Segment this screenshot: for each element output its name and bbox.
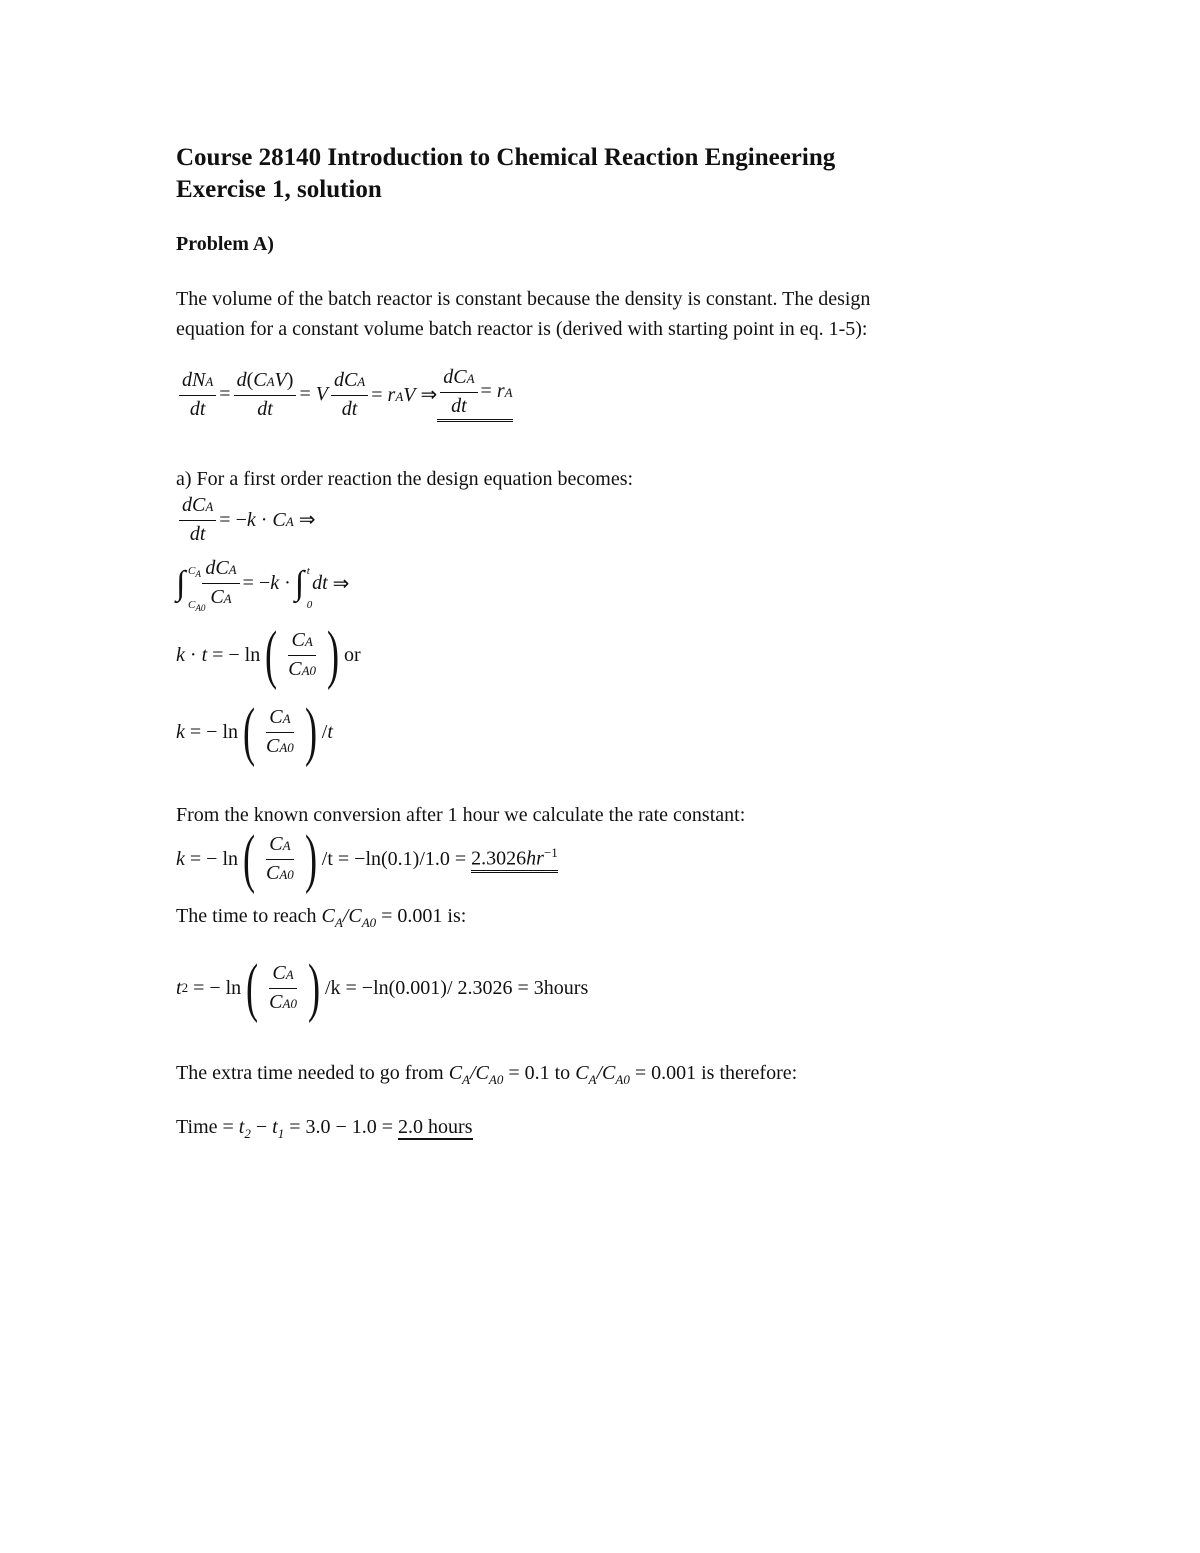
rate-result: $2.3026hr^{-1}$ xyxy=(471,845,558,874)
title-line-1: Course 28140 Introduction to Chemical Reaction Engineering xyxy=(176,144,836,171)
t2-expression: /k = −ln(0.001)/ 2.3026 = 3hours xyxy=(324,976,589,999)
time-result-line: Time = $t_2 - t_1 = 3.0 - 1.0 = 2.0$ hours xyxy=(176,1116,473,1141)
page-title xyxy=(176,142,835,206)
k-equation: k = − ln ( $\frac{CA}{CA0}$ ) /t xyxy=(176,695,333,768)
intro-line-2: equation for a constant volume batch reactor is (derived with starting point in eq. 1-5): xyxy=(176,318,868,340)
rate-constant-equation: k = − ln ( $\frac{CA}{CA0}$ ) /t = −ln(0.1)/1.0 = $2.3026hr^{-1}$ xyxy=(176,822,558,895)
rate-intro: From the known conversion after 1 hour we calculate the rate constant: xyxy=(176,804,746,826)
part-a-label: a) For a first order reaction the design equation becomes: xyxy=(176,468,634,490)
kt-equation: k · t = − ln ( $\frac{CA}{CA0}$ ) or xyxy=(176,618,361,691)
intro-line-1: The volume of the batch reactor is constant because the density is constant. The design xyxy=(176,288,871,310)
design-equation: $\frac{\text{dNA}}{dt}$ = $\frac{\text{d(CAV)}}{dt}$ = V $\frac{\text{dCA}}{dt}$ = rAV ⇒ $\frac{\text{dCA}}{dt}$ = rA xyxy=(176,366,513,422)
t2-equation: t 2 = − ln ( $\frac{CA}{CA0}$ ) /k = −ln(0.001)/ 2.3026 = 3hours xyxy=(176,951,589,1024)
extra-time-sentence: The extra time needed to go from $C_A/C_{A0} = 0.1$ to $C_A/C_{A0} = 0.001$ is therefore: xyxy=(176,1062,798,1087)
time-result: 2.0 hours xyxy=(398,1116,473,1138)
or-label: or xyxy=(344,643,361,666)
rate-equation: $\frac{\text{dCA}}{dt}$ = −k · CA ⇒ xyxy=(176,494,315,545)
integral-equation: ∫ $C_A$ $C_{A0}$ $\frac{\text{dCA}}{CA}$ = −k · ∫ t 0 dt ⇒ xyxy=(176,557,350,613)
title-line-2: Exercise 1, solution xyxy=(176,176,382,203)
intro-paragraph xyxy=(176,284,870,344)
problem-heading: Problem A) xyxy=(176,233,274,255)
rate-expression: /t = −ln(0.1)/1.0 = xyxy=(321,847,467,870)
time-intro: The time to reach $C_A/C_{A0} = 0.001$ is: xyxy=(176,905,467,930)
